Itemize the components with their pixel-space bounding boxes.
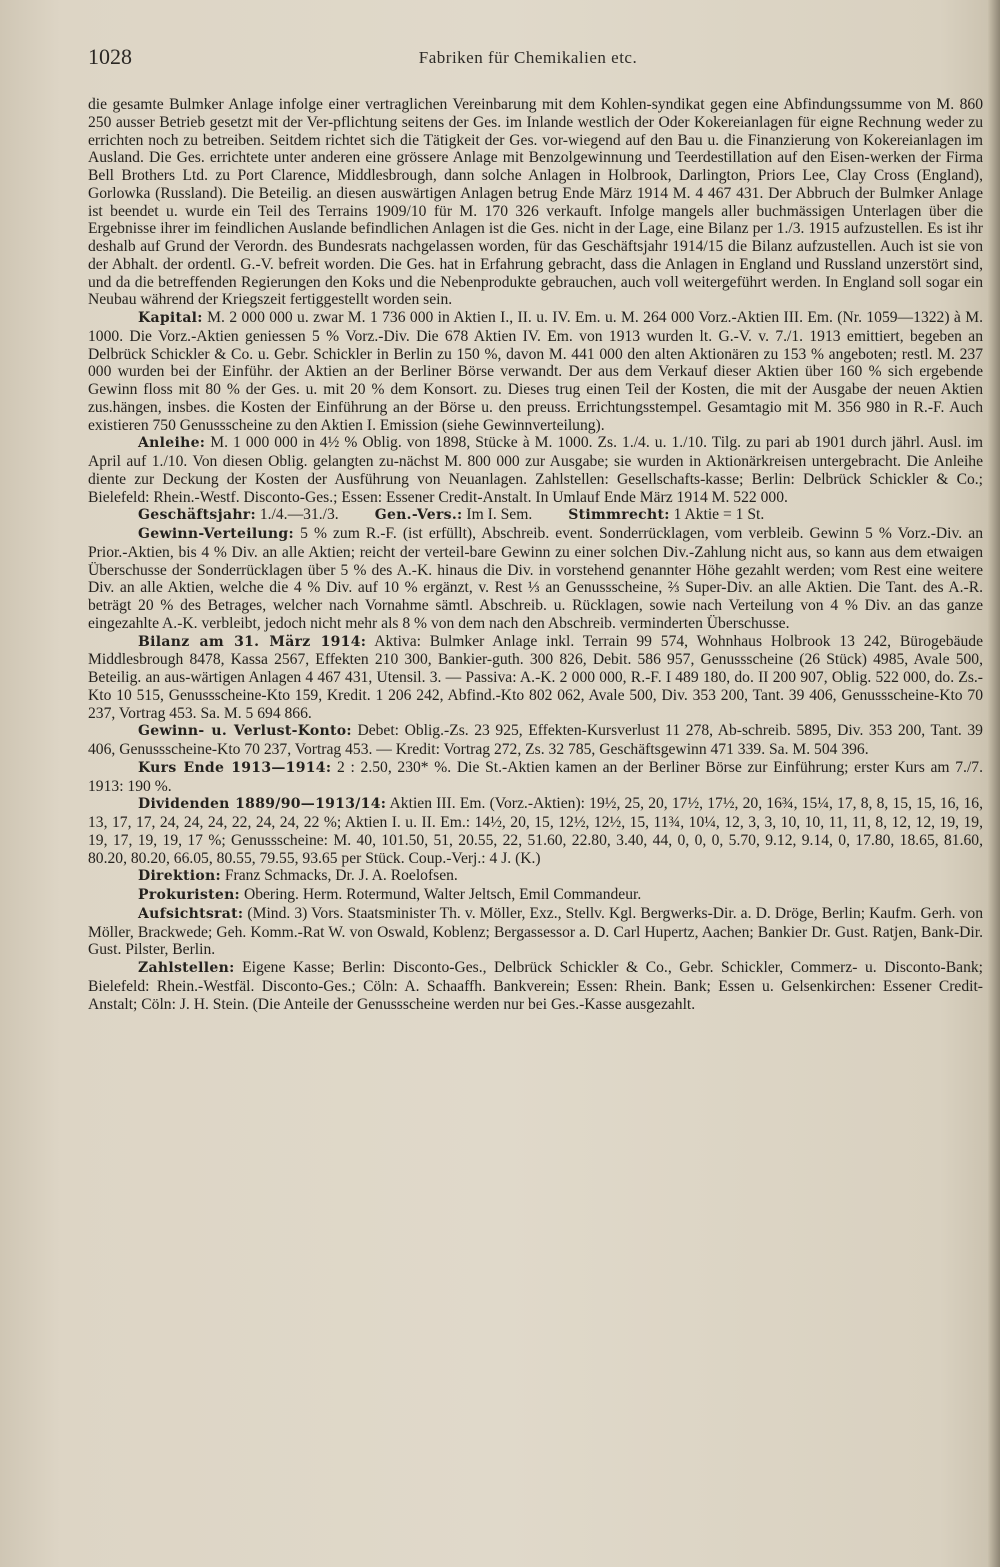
kapital-text: M. 2 000 000 u. zwar M. 1 736 000 in Aktien I., II. u. IV. Em. u. M. 264 000 Vorz.-Aktien III. Em. (Nr. 1059—1322) à M. 1000. Die Vorz.-Aktien geniessen 5 % Vorz.-Div. Die 678 Aktien IV. Em. von 1913 wurden lt. G.-V. v. 7./1. 1913 emittiert, begeben an Delbrück Schickler & Co. u. Gebr. Schickler in Berlin zu 150 %, davon M. 441 000 den alten Aktionären zu 153 % angeboten; restl. M. 237 000 wurden bei der Einführ. der Aktien an der Berliner Börse verwandt. Der aus dem Verkauf dieser Aktien über 160 % sich ergebende Gewinn floss mit 80 % der Ges. u. mit 20 % dem Konsort. zu. Dieses trug einen Teil der Kosten, die mit der Ausgabe der neuen Aktien zus.hängen, insbes. die Kosten der Einführung an der Börse u. den preuss. Errichtungsstempel. Gesamtagio mit M. 356 980 in R.-F. Auch existieren 750 Genussscheine zu den Aktien I. Emission (siehe Gewinnverteilung). [88, 309, 983, 434]
gewinn-verlust-section [88, 722, 983, 759]
direktion-label: Direktion: [138, 868, 221, 885]
bilanz-text: Aktiva: Bulmker Anlage inkl. Terrain 99 574, Wohnhaus Holbrook 13 242, Bürogebäude Middlesbrough 8478, Kassa 2567, Effekten 210 300, Bankier-guth. 300 826, Debit. 586 957, Genussscheine (26 Stück) 4985, Avale 500, Beteilig. an aus-wärtigen Anlagen 4 467 431, Utensil. 3. — Passiva: A.-K. 2 000 000, R.-F. I 489 180, do. II 200 907, Oblig. 522 000, do. Zs.-Kto 10 515, Genussscheine-Kto 159, Kredit. 1 206 242, Abfind.-Kto 802 062, Avale 500, Div. 353 200, Tant. 39 406, Genussscheine-Kto 70 237, Vortrag 453. Sa. M. 5 694 866. [88, 632, 984, 722]
direktion-section [88, 867, 983, 886]
stimmrecht-label: Stimmrecht: [568, 507, 670, 524]
zahlstellen-text: Eigene Kasse; Berlin: Disconto-Ges., Delbrück Schickler & Co., Gebr. Schickler, Commerz- u. Disconto-Bank; Bielefeld: Rhein.-Westfäl. Disconto-Ges.; Cöln: A. Schaaffh. Bankverein; Essen: Rhein. Bank; Essen u. Gelsenkirchen: Essener Credit-Anstalt; Cöln: J. H. Stein. (Die Anteile der Genussscheine werden nur bei Ges.-Kasse ausgezahlt. [88, 959, 983, 1013]
geschaeftsjahr-label: Geschäftsjahr: [138, 507, 256, 524]
gewinn-verteilung-section [88, 525, 983, 633]
dividenden-text: Aktien III. Em. (Vorz.-Aktien): 19½, 25, 20, 17½, 17½, 20, 16¾, 15¼, 17, 8, 8, 15, 15, 16, 16, 13, 17, 17, 24, 24, 24, 22, 24, 24, 22 %; Aktien I. u. II. Em.: 14½, 20, 15, 12½, 12½, 15, 11¾, 10¼, 12, 3, 3, 10, 10, 11, 11, 8, 12, 12, 19, 19, 19, 17, 19, 19, 17 %; Genussscheine: M. 40, 101.50, 51, 20.55, 22, 51.60, 22.80, 3.40, 44, 0, 0, 0, 5.70, 9.12, 9.14, 0, 17.80, 18.65, 81.60, 80.20, 80.20, 66.05, 80.55, 79.55, 93.65 per Stück. Coup.-Verj.: 4 J. (K.) [88, 795, 983, 867]
page-header [88, 44, 968, 74]
prokuristen-label: Prokuristen: [138, 887, 241, 903]
aufsichtsrat-label: Aufsichtsrat: [138, 905, 244, 922]
aufsichtsrat-text: (Mind. 3) Vors. Staatsminister Th. v. Möller, Exz., Stellv. Kgl. Bergwerks-Dir. a. D. Dröge, Berlin; Kaufm. Gerh. von Möller, Brackwede; Geh. Komm.-Rat W. von Oswald, Koblenz; Bergassessor a. D. Carl Hupertz, Aachen; Bankier Dr. Gust. Ratjen, Bank-Dir. Gust. Pilster, Berlin. [88, 904, 983, 959]
zahlstellen-section [88, 959, 983, 1013]
intro-paragraph: die gesamte Bulmker Anlage infolge einer vertraglichen Vereinbarung mit dem Kohlen-syndikat gegen eine Abfindungssumme von M. 860 250 ausser Betrieb gesetzt mit der Ver-pflichtung seitens der Ges. im Inlande westlich der Oder Kokereianlagen für eigne Rechnung weder zu errichten noch zu betreiben. Seitdem richtet sich die Tätigkeit der Ges. vor-wiegend auf den Bau u. die Finanzierung von Kokereianlagen im Ausland. Die Ges. errichtete unter anderen eine grössere Anlage mit Benzolgewinnung und Teerdestillation auf den Eisen-werken der Firma Bell Brothers Ltd. zu Port Clarence, Middlesbrough, dann solche Anlagen in Holbrook, Darlington, Priors Lee, Clay Cross (England), Gorlowka (Russland). Die Beteilig. an diesen auswärtigen Anlagen betrug Ende März 1914 M. 4 467 431. Der Abbruch der Bulmker Anlage ist beendet u. wurde ein Teil des Terrains 1909/10 für M. 170 326 verkauft. Infolge mangels aller buchmässigen Unterlagen über die Ergebnisse ihrer im feindlichen Auslande befindlichen Anlagen ist die Ges. nicht in der Lage, eine Bilanz per 1./3. 1915 aufzustellen. Es ist ihr deshalb auf Grund der Verordn. des Bundesrats nachgelassen worden, für das Geschäftsjahr 1914/15 die Bilanz aufzustellen. Auch ist sie von der Abhalt. der ordentl. G.-V. befreit worden. Die Ges. hat in Erfahrung gebracht, dass die Anlagen in England und Russland unzerstört sind, und da die betreffenden Regierungen den Koks und die Nebenprodukte gebrauchen, auch voll weitergeführt werden. In England soll sogar ein Neubau während der Kriegszeit fertiggestellt worden sein. [88, 96, 983, 309]
gewinn-verteilung-text: 5 % zum R.-F. (ist erfüllt), Abschreib. event. Sonderrücklagen, vom verbleib. Gewinn 5 % Vorz.-Div. an Prior.-Aktien, bis 4 % Div. an alle Aktien; reicht der verteil-bare Gewinn zu einer solchen Div.-Zahlung nicht aus, so kann aus dem etwaigen Überschusse der Sonderrücklagen über 5 % des A.-K. hinaus die Div. in vorstehend genannter Höhe gezahlt werden; vom Rest eine weitere Div. an alle Aktien, welche die 4 % Div. auf 10 % ergänzt, v. Rest ⅓ an Genussscheine, ⅔ Super-Div. an alle Aktien. Die Tant. des A.-R. beträgt 20 % des Betrages, welcher nach Vornahme sämtl. Abschreib. u. Rücklagen, sowie nach Verteilung von 4 % Div. an das ganze eingezahlte A.-K. verbleibt, jedoch nicht mehr als 8 % von dem nach den Abschreib. verminderten Überschusse. [88, 525, 983, 632]
meta-line [88, 506, 983, 525]
anleihe-section [88, 434, 983, 506]
bilanz-label: Bilanz am 31. März 1914: [138, 633, 367, 650]
prokuristen-section [88, 886, 983, 905]
dividenden-label: Dividenden 1889/90—1913/14: [138, 796, 387, 813]
dividenden-section [88, 795, 983, 867]
body-text [88, 96, 983, 1013]
gen-vers-text: Im I. Sem. [466, 506, 533, 524]
page-number: 1028 [88, 44, 132, 69]
gewinn-verteilung-label: Gewinn-Verteilung: [138, 526, 294, 542]
gewinn-verlust-label: Gewinn- u. Verlust-Konto: [138, 723, 352, 740]
kurs-text: 2 : 2.50, 230* %. Die St.-Aktien kamen an der Berliner Börse zur Einführung; erster Kurs am 7./7. 1913: 190 %. [88, 758, 983, 795]
anleihe-label: Anleihe: [138, 435, 206, 452]
kurs-section [88, 759, 983, 796]
prokuristen-text: Obering. Herm. Rotermund, Walter Jeltsch, Emil Commandeur. [243, 886, 642, 903]
gen-vers-label: Gen.-Vers.: [374, 507, 463, 524]
gewinn-verlust-text: Debet: Oblig.-Zs. 23 925, Effekten-Kursverlust 11 278, Ab-schreib. 5895, Div. 353 200, Tant. 39 406, Genussscheine-Kto 70 237, Vortrag 453. — Kredit: Vortrag 272, Zs. 32 785, Geschäftsgewinn 471 339. Sa. M. 504 396. [88, 722, 983, 758]
zahlstellen-label: Zahlstellen: [138, 960, 235, 976]
geschaeftsjahr-text: 1./4.—31./3. [259, 506, 339, 524]
kapital-section [88, 309, 983, 434]
anleihe-text: M. 1 000 000 in 4½ % Oblig. von 1898, Stücke à M. 1000. Zs. 1./4. u. 1./10. Tilg. zu pari ab 1901 durch jährl. Ausl. im April auf 1./10. Von diesen Oblig. gelangten zu-nächst M. 800 000 zur Ausgabe; sie wurden in Aktionärkreisen untergebracht. Die Anleihe diente zur Deckung der Kosten der Ausführung von Neuanlagen. Zahlstellen: Gesellschafts-kasse; Berlin: Delbrück Schickler & Co.; Bielefeld: Rhein.-Westf. Disconto-Ges.; Essen: Essener Credit-Anstalt. In Umlauf Ende März 1914 M. 522 000. [88, 434, 983, 506]
kapital-label: Kapital: [138, 310, 203, 326]
aufsichtsrat-section [88, 905, 983, 959]
stimmrecht-text: 1 Aktie = 1 St. [673, 506, 765, 524]
page-edge-shadow [988, 0, 1000, 1567]
bilanz-section [88, 633, 983, 723]
running-title: Fabriken für Chemikalien etc. [418, 48, 638, 67]
kurs-label: Kurs Ende 1913—1914: [138, 759, 332, 776]
direktion-text: Franz Schmacks, Dr. J. A. Roelofsen. [224, 867, 458, 885]
